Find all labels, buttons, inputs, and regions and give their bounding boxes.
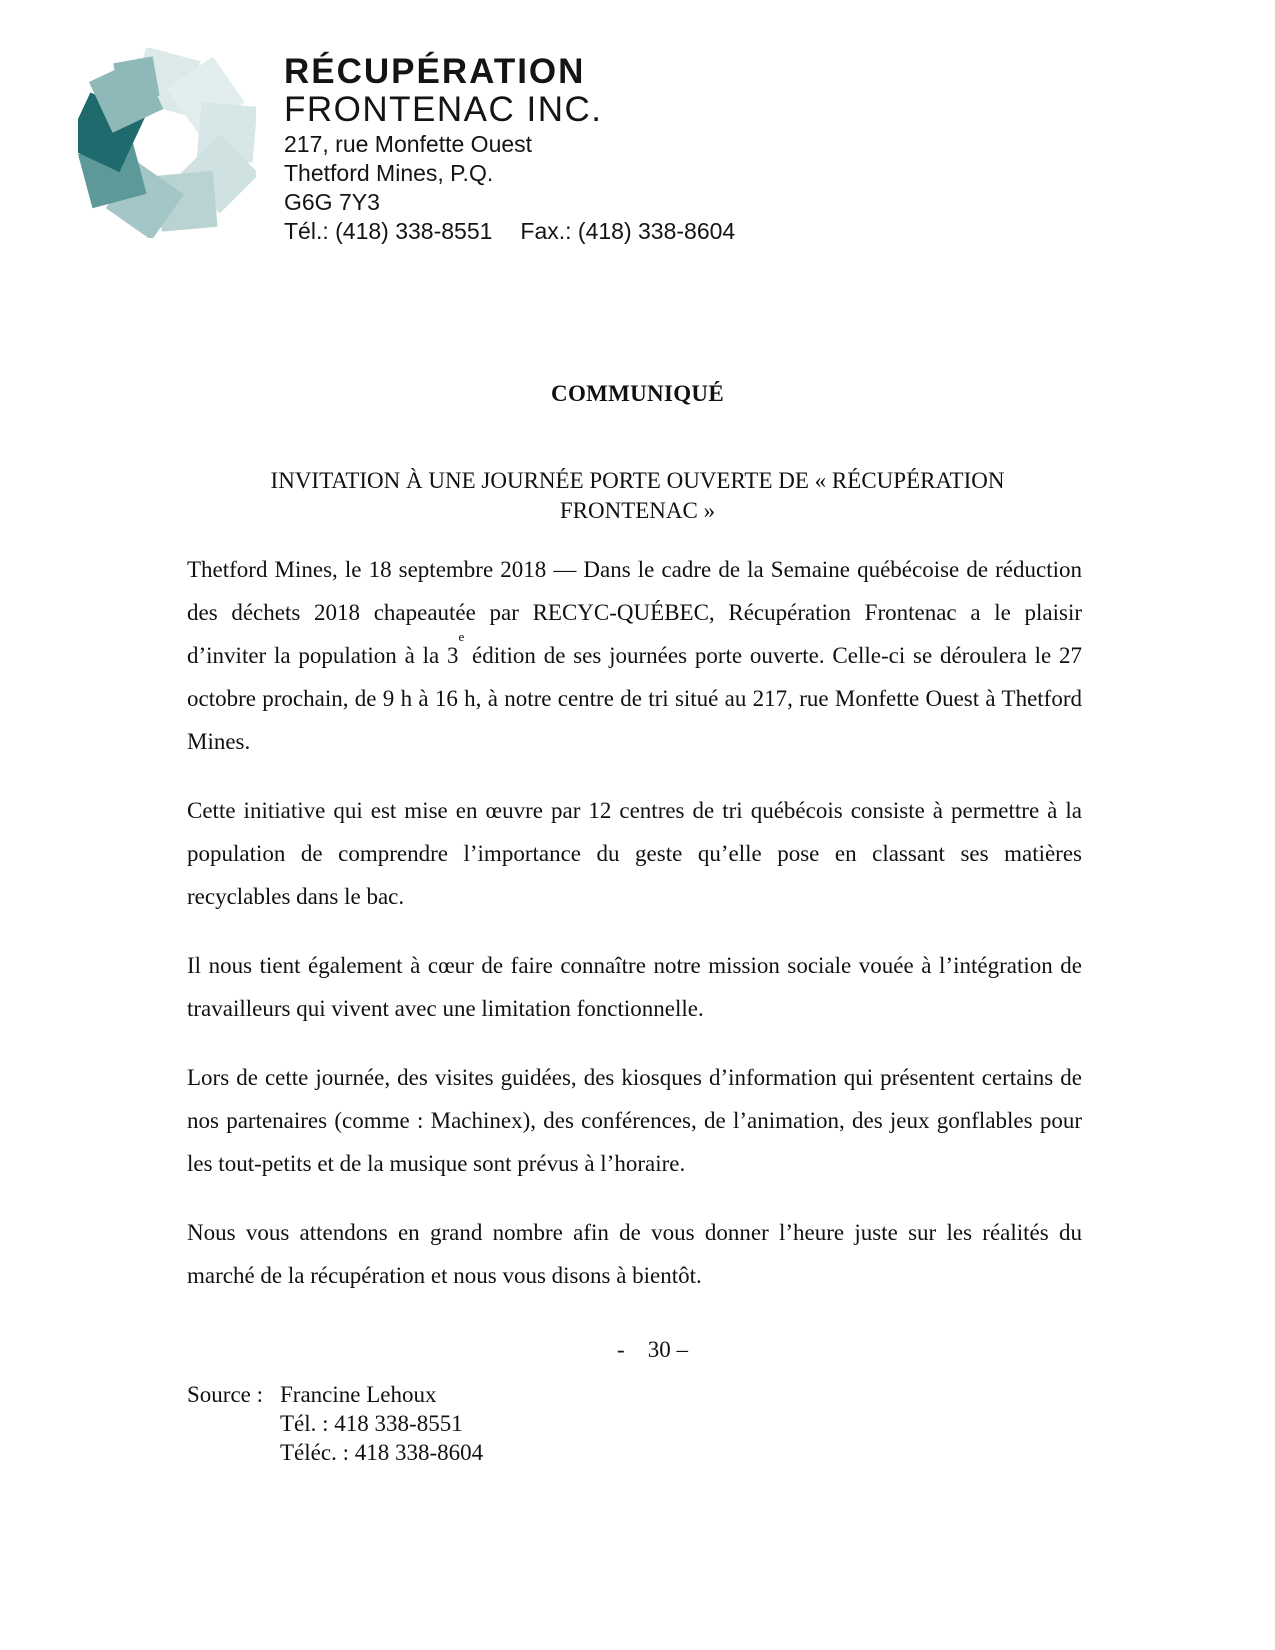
source-phone: Tél. : 418 338-8551	[280, 1411, 463, 1436]
source-fax: Téléc. : 418 338-8604	[280, 1440, 484, 1465]
address-line-2: Thetford Mines, P.Q.	[284, 160, 494, 186]
paragraph-2: Cette initiative qui est mise en œuvre par 12 centres de tri québécois consiste à permettre à la population de comprendre l’importance du geste qu’elle pose en classant ses matières recyclables dans le bac.	[187, 798, 1082, 909]
fax-number: Fax.: (418) 338-8604	[520, 218, 736, 244]
address-line-1: 217, rue Monfette Ouest	[284, 131, 533, 157]
source-name: Francine Lehoux	[280, 1382, 437, 1407]
company-logo	[78, 48, 256, 238]
superscript-e: e	[458, 629, 465, 644]
company-name: RÉCUPÉRATION	[284, 52, 586, 91]
postal-code: G6G 7Y3	[284, 189, 380, 215]
source-block	[187, 1380, 483, 1467]
company-subname: FRONTENAC INC.	[284, 90, 603, 129]
headline	[200, 466, 1075, 526]
source-label: Source :	[187, 1382, 264, 1407]
letterhead	[284, 52, 735, 246]
headline-line-1: INVITATION À UNE JOURNÉE PORTE OUVERTE DE « RÉCUPÉRATION	[270, 468, 1005, 493]
phone-number: Tél.: (418) 338-8551	[284, 218, 493, 244]
headline-line-2: FRONTENAC »	[559, 498, 716, 523]
document-body	[187, 548, 1082, 1323]
paragraph-1: Thetford Mines, le 18 septembre 2018 — Dans le cadre de la Semaine québécoise de réduction des déchets 2018 chapeautée par RECYC-QUÉBEC, Récupération Frontenac a le plaisir d’inviter la population à la 3e édition de ses journées porte ouverte. Celle-ci se déroulera le 27 octobre prochain, de 9 h à 16 h, à notre centre de tri situé au 217, rue Monfette Ouest à Thetford Mines.	[187, 557, 1082, 754]
end-mark: - 30 –	[617, 1337, 688, 1362]
paragraph-5: Nous vous attendons en grand nombre afin de vous donner l’heure juste sur les réalités du marché de la récupération et nous vous disons à bientôt.	[187, 1220, 1082, 1288]
contact-line	[284, 217, 735, 246]
pinwheel-logo-icon	[78, 48, 256, 238]
paragraph-4: Lors de cette journée, des visites guidées, des kiosques d’information qui présentent certains de nos partenaires (comme : Machinex), des conférences, de l’animation, des jeux gonflables pour les tout-petits et de la musique sont prévus à l’horaire.	[187, 1065, 1082, 1176]
paragraph-3: Il nous tient également à cœur de faire connaître notre mission sociale vouée à l’intégration de travailleurs qui vivent avec une limitation fonctionnelle.	[187, 953, 1082, 1021]
document-title: COMMUNIQUÉ	[551, 381, 724, 406]
